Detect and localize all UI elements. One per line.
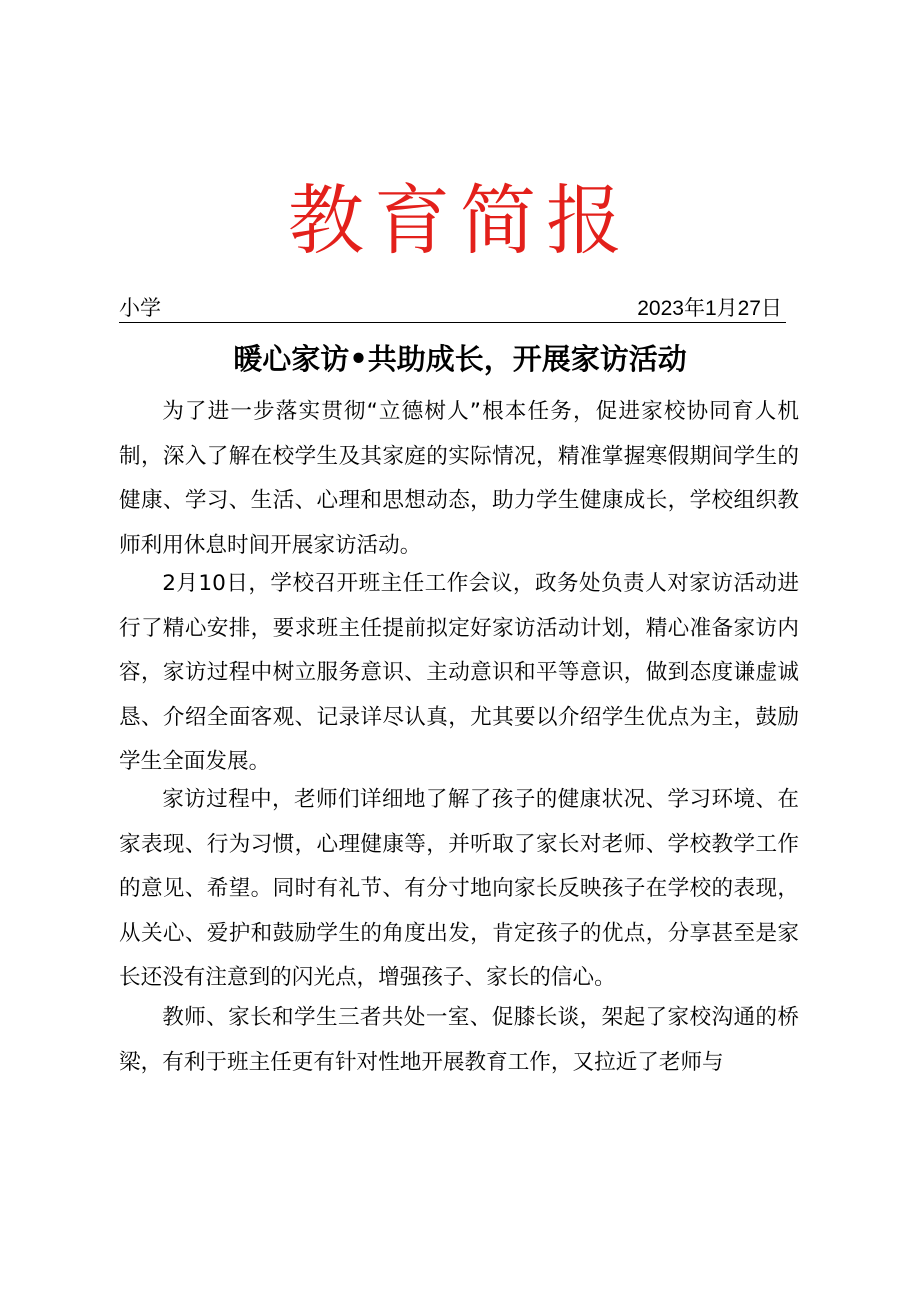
article-paragraph-4: 教师、家长和学生三者共处一室、促膝长谈，架起了家校沟通的桥梁，有利于班主任更有针对性地开展教育工作，又拉近了老师与 <box>119 1005 799 1075</box>
school-name: 小学 <box>119 297 161 320</box>
article-paragraph-2: 2月10日，学校召开班主任工作会议，政务处负责人对家访活动进行了精心安排，要求班主任提前拟定好家访活动计划，精心准备家访内容，家访过程中树立服务意识、主动意识和平等意识，做到态度谦虚诚恳、介绍全面客观、记录详尽认真，尤其要以介绍学生优点为主，鼓励学生全面发展。 <box>119 571 799 775</box>
bulletin-masthead-title: 教育简报 <box>288 176 632 265</box>
issue-date: 2023年1月27日 <box>637 297 782 320</box>
article-paragraph-1: 为了进一步落实贯彻“立德树人”根本任务，促进家校协同育人机制，深入了解在校学生及其家庭的实际情况，精准掌握寒假期间学生的健康、学习、生活、心理和思想动态，助力学生健康成长，学校组织教师利用休息时间开展家访活动。 <box>119 399 799 558</box>
bulletin-meta-line <box>119 296 786 323</box>
article-title: 暖心家访•共助成长，开展家访活动 <box>233 342 687 376</box>
article-paragraph-3: 家访过程中，老师们详细地了解了孩子的健康状况、学习环境、在家表现、行为习惯，心理健康等，并听取了家长对老师、学校教学工作的意见、希望。同时有礼节、有分寸地向家长反映孩子在学校的表现，从关心、爱护和鼓励学生的角度出发，肯定孩子的优点，分享甚至是家长还没有注意到的闪光点，增强孩子、家长的信心。 <box>119 787 799 991</box>
